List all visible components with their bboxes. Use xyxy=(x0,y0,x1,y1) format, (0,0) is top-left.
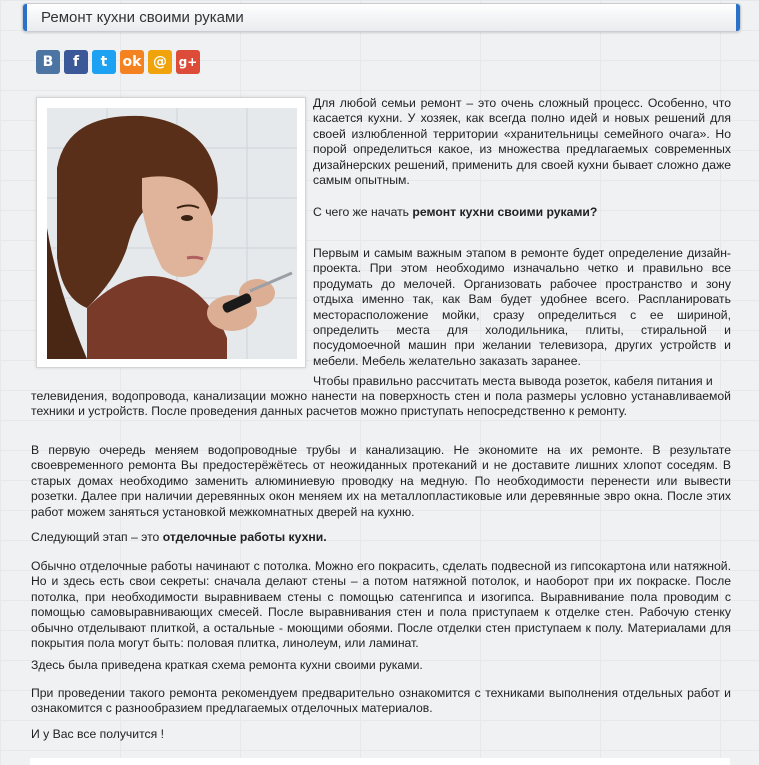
header-accent-right xyxy=(736,4,740,31)
header-accent-left xyxy=(23,4,27,31)
question-text: С чего же начать xyxy=(313,205,413,219)
header-bar xyxy=(22,3,741,32)
finishing-paragraph: Обычно отделочные работы начинают с потолка. Можно его покрасить, сделать подвесной из гипсокартона или натяжной. Но и здесь есть свои секреты: сначала делают стены – а потом натяжной потолок, и наоборот при их покраске. После потолка, при необходимости выравниваем стены с помощью сатенгипса и изогипса. Выравнивание пола проводим с помощью самовыравнивающих смесей. После выравнивания стен и пола приступаем к отделке стен. Рабочую стенку обычно отделывают плиткой, а остальные - моющими обоями. После отделки стен приступаем к полу. Материалами для покрытия пола могут быть: половая плитка, линолеум, или ламинат. xyxy=(31,559,731,651)
closing-paragraph: И у Вас все получится ! xyxy=(31,727,164,741)
mailru-share-icon[interactable]: @ xyxy=(148,50,172,74)
facebook-share-icon[interactable]: f xyxy=(64,50,88,74)
sockets-paragraph-start: Чтобы правильно рассчитать места вывода розеток, кабеля питания и xyxy=(313,374,713,388)
sockets-paragraph-rest: телевидения, водопровода, канализации можно нанести на поверхность стен и пола размеры условно устанавливаемой техники и устройств. После проведения данных расчетов можно приступать непосредственно к ремонту. xyxy=(31,389,731,419)
share-buttons xyxy=(36,50,200,74)
article-photo xyxy=(47,108,297,359)
question-paragraph xyxy=(313,205,731,220)
googleplus-share-icon[interactable]: g+ xyxy=(176,50,200,74)
page-title: Ремонт кухни своими руками xyxy=(41,9,244,26)
content-bottom-edge xyxy=(30,758,730,765)
article-photo-frame xyxy=(36,97,306,368)
intro-paragraph: Для любой семьи ремонт – это очень сложный процесс. Особенно, что касается кухни. У хозяек, как всегда полно идей и новых решений для своей излюбленной территории «хранительницы семейного очага». Но порой определиться какое, из множества предлагаемых современных дизайнерских решений, применить для своей кухни бывает сложно даже самым опытным. xyxy=(313,96,731,188)
summary-paragraph: Здесь была приведена краткая схема ремонта кухни своими руками. xyxy=(31,658,423,672)
recommend-paragraph: При проведении такого ремонта рекомендуем предварительно ознакомится с техниками выполнения отдельных работ и ознакомится с разнообразием предлагаемых отделочных материалов. xyxy=(31,686,731,716)
woman-with-screwdriver-image xyxy=(47,108,297,359)
next-stage-bold: отделочные работы кухни. xyxy=(162,530,327,544)
plumbing-paragraph: В первую очередь меняем водопроводные трубы и канализацию. Не экономите на их ремонте. В результате своевременного ремонта Вы предостерёжётесь от неожиданных протеканий и не доставите лишних хлопот соседям. В старых домах необходимо заменить алюминиевую проводку на медную. По необходимости перенести или вывести розетки. Далее при наличии деревянных окон меняем их на металлопластиковые или деревянные эвро окна. После этих работ можем заняться установкой межкомнатных дверей на кухню. xyxy=(31,443,731,519)
next-stage-paragraph xyxy=(31,530,731,545)
vk-share-icon[interactable]: B xyxy=(36,50,60,74)
next-stage-text: Следующий этап – это xyxy=(31,530,163,544)
odnoklassniki-share-icon[interactable]: ok xyxy=(120,50,144,74)
question-bold: ремонт кухни своими руками? xyxy=(412,205,598,219)
design-paragraph: Первым и самым важным этапом в ремонте будет определение дизайн-проекта. При этом необходимо изначально четко и правильно все продумать до мелочей. Организовать рабочее пространство и зону отдыха именно так, как Вам будет удобнее всего. Распланировать месторасположение мойки, сразу определиться с ее шириной, определить места для холодильника, плиты, стиральной и посудомоечной машин при желании телевизора, других устройств и мебели. Мебель желательно заказать заранее. xyxy=(313,246,731,368)
twitter-share-icon[interactable]: t xyxy=(92,50,116,74)
